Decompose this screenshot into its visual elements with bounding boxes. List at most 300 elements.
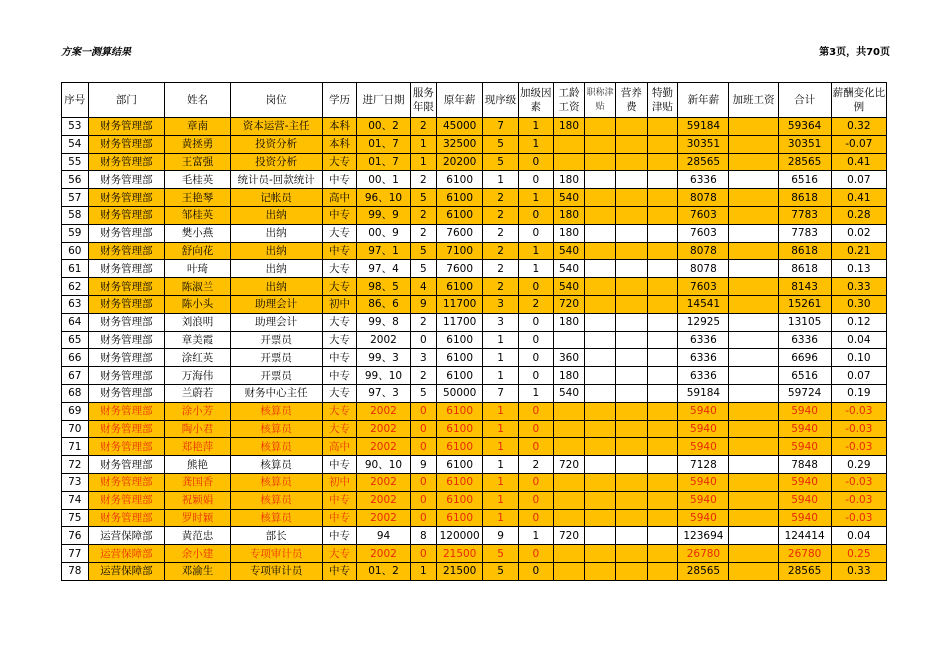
table-cell: 3 [483, 313, 519, 331]
table-cell: 中专 [322, 509, 357, 527]
table-cell: 2002 [357, 420, 410, 438]
table-cell [647, 171, 678, 189]
table-cell: 初中 [322, 295, 357, 313]
table-cell: 0.13 [831, 260, 886, 278]
table-cell: 黄范忠 [165, 527, 230, 545]
table-cell: 61 [62, 260, 89, 278]
table-cell [729, 135, 778, 153]
table-cell [616, 206, 648, 224]
table-body [62, 118, 887, 581]
table-cell: 刘浪明 [165, 313, 230, 331]
table-cell: 1 [483, 349, 519, 367]
table-row [62, 313, 887, 331]
table-cell [616, 260, 648, 278]
table-cell: 5 [483, 562, 519, 580]
table-cell [585, 349, 616, 367]
table-cell: 祝颖娟 [165, 491, 230, 509]
table-cell: 1 [483, 420, 519, 438]
table-cell [616, 118, 648, 136]
table-cell: 20200 [437, 153, 483, 171]
table-cell: 大专 [322, 545, 357, 563]
table-cell: 94 [357, 527, 410, 545]
table-cell: 1 [483, 331, 519, 349]
table-cell: 叶琦 [165, 260, 230, 278]
table-cell: 助理会计 [230, 313, 322, 331]
table-cell: 财务管理部 [88, 491, 165, 509]
table-cell: 5 [483, 135, 519, 153]
table-cell [616, 456, 648, 474]
table-cell: 0 [518, 367, 553, 385]
table-cell [647, 153, 678, 171]
table-cell [616, 153, 648, 171]
table-cell: 5940 [778, 438, 831, 456]
table-cell [585, 118, 616, 136]
table-cell: 540 [553, 384, 585, 402]
table-cell: 7 [483, 118, 519, 136]
table-cell: 樊小燕 [165, 224, 230, 242]
table-cell: 2 [410, 206, 437, 224]
table-cell [729, 402, 778, 420]
table-cell: 6100 [437, 349, 483, 367]
table-cell [729, 384, 778, 402]
table-cell: 0.07 [831, 367, 886, 385]
table-cell: 资本运营-主任 [230, 118, 322, 136]
table-cell: 5 [410, 260, 437, 278]
table-cell: 中专 [322, 349, 357, 367]
table-cell: 540 [553, 260, 585, 278]
table-row [62, 224, 887, 242]
table-cell: 邹桂英 [165, 206, 230, 224]
table-cell: 6336 [678, 367, 729, 385]
table-cell [729, 171, 778, 189]
table-cell: 28565 [678, 153, 729, 171]
table-cell [585, 509, 616, 527]
table-cell: 30351 [778, 135, 831, 153]
table-cell [647, 509, 678, 527]
table-cell: 74 [62, 491, 89, 509]
table-cell: 开票员 [230, 331, 322, 349]
table-cell: 0.04 [831, 527, 886, 545]
table-cell: 1 [410, 135, 437, 153]
table-cell: 2002 [357, 473, 410, 491]
table-cell [729, 206, 778, 224]
table-cell: 财务管理部 [88, 295, 165, 313]
table-cell: 6100 [437, 491, 483, 509]
table-cell: 2 [518, 456, 553, 474]
table-cell [585, 260, 616, 278]
table-cell: 180 [553, 118, 585, 136]
table-cell [585, 473, 616, 491]
table-cell: 7600 [437, 224, 483, 242]
table-cell: 高中 [322, 189, 357, 207]
table-cell: 邓渝生 [165, 562, 230, 580]
table-cell: 0 [518, 491, 553, 509]
table-cell: 0 [518, 562, 553, 580]
table-cell: 1 [483, 367, 519, 385]
table-cell: 6100 [437, 456, 483, 474]
table-cell: 0 [518, 224, 553, 242]
table-cell: 180 [553, 367, 585, 385]
table-cell: 财务管理部 [88, 313, 165, 331]
table-cell: 0 [410, 402, 437, 420]
table-cell: 1 [483, 509, 519, 527]
table-cell: 9 [410, 456, 437, 474]
table-cell: 中专 [322, 206, 357, 224]
table-cell: 大专 [322, 153, 357, 171]
col-header: 序号 [62, 83, 89, 118]
table-cell [585, 545, 616, 563]
table-cell: 64 [62, 313, 89, 331]
table-cell: 熊艳 [165, 456, 230, 474]
table-cell [553, 153, 585, 171]
table-cell: 毛桂英 [165, 171, 230, 189]
table-row [62, 527, 887, 545]
table-cell: 1 [483, 456, 519, 474]
table-cell: 0.28 [831, 206, 886, 224]
table-cell: 0.02 [831, 224, 886, 242]
table-cell: 76 [62, 527, 89, 545]
table-cell: 98、5 [357, 278, 410, 296]
table-cell: 0 [518, 278, 553, 296]
table-cell: 120000 [437, 527, 483, 545]
table-cell: 6100 [437, 473, 483, 491]
table-cell: 7783 [778, 224, 831, 242]
table-cell: 01、2 [357, 562, 410, 580]
table-cell: 86、6 [357, 295, 410, 313]
table-cell [585, 313, 616, 331]
table-cell: 73 [62, 473, 89, 491]
table-cell [729, 562, 778, 580]
table-cell: 50000 [437, 384, 483, 402]
table-cell: 72 [62, 456, 89, 474]
table-cell: 45000 [437, 118, 483, 136]
table-cell: 0 [518, 153, 553, 171]
table-cell: 陈小头 [165, 295, 230, 313]
col-header: 加级因素 [518, 83, 553, 118]
table-row [62, 509, 887, 527]
table-cell: 0.41 [831, 189, 886, 207]
col-header: 营养费 [616, 83, 648, 118]
table-cell: 出纳 [230, 260, 322, 278]
table-cell: 00、2 [357, 118, 410, 136]
table-cell: 财务管理部 [88, 278, 165, 296]
table-cell: 720 [553, 456, 585, 474]
table-cell: 专项审计员 [230, 562, 322, 580]
table-cell: 2 [483, 224, 519, 242]
table-cell: 8078 [678, 242, 729, 260]
table-cell [729, 349, 778, 367]
table-cell: 财务管理部 [88, 206, 165, 224]
table-cell: 财务管理部 [88, 135, 165, 153]
table-row [62, 402, 887, 420]
table-cell: 59 [62, 224, 89, 242]
table-cell [553, 402, 585, 420]
table-cell [729, 295, 778, 313]
table-cell [616, 545, 648, 563]
table-cell: 21500 [437, 545, 483, 563]
table-cell [616, 420, 648, 438]
table-cell: 26780 [778, 545, 831, 563]
table-cell [553, 438, 585, 456]
table-cell [553, 473, 585, 491]
col-header: 岗位 [230, 83, 322, 118]
table-cell: 2 [483, 242, 519, 260]
table-cell [729, 438, 778, 456]
table-cell: 54 [62, 135, 89, 153]
table-cell: 123694 [678, 527, 729, 545]
table-cell: -0.03 [831, 420, 886, 438]
table-cell: 大专 [322, 278, 357, 296]
table-cell: 5940 [778, 402, 831, 420]
table-row [62, 473, 887, 491]
table-cell [647, 260, 678, 278]
table-cell [585, 491, 616, 509]
table-cell: 1 [410, 153, 437, 171]
table-cell [585, 295, 616, 313]
table-cell: 2002 [357, 491, 410, 509]
table-cell: 12925 [678, 313, 729, 331]
table-cell: 67 [62, 367, 89, 385]
table-cell: 99、8 [357, 313, 410, 331]
table-cell: 2 [410, 224, 437, 242]
table-cell: 财务管理部 [88, 367, 165, 385]
col-header: 薪酬变化比例 [831, 83, 886, 118]
table-cell: 6336 [678, 349, 729, 367]
table-cell [585, 331, 616, 349]
table-cell [616, 527, 648, 545]
salary-table [61, 82, 887, 581]
col-header: 现序级 [483, 83, 519, 118]
table-cell [647, 135, 678, 153]
table-cell: 0.30 [831, 295, 886, 313]
table-cell: 涂小芳 [165, 402, 230, 420]
table-cell: 助理会计 [230, 295, 322, 313]
table-cell: 0.07 [831, 171, 886, 189]
table-cell: 龚国香 [165, 473, 230, 491]
table-cell: 核算员 [230, 420, 322, 438]
table-cell [616, 135, 648, 153]
table-cell: 5940 [678, 438, 729, 456]
table-cell: 7848 [778, 456, 831, 474]
table-cell: 60 [62, 242, 89, 260]
table-cell: 财务管理部 [88, 118, 165, 136]
table-row [62, 349, 887, 367]
table-cell [729, 527, 778, 545]
table-row [62, 118, 887, 136]
document-title: 方案一测算结果 [61, 47, 131, 58]
table-cell [616, 438, 648, 456]
table-cell: 黄拯勇 [165, 135, 230, 153]
table-cell: 核算员 [230, 456, 322, 474]
table-cell: 59364 [778, 118, 831, 136]
table-cell: 0 [518, 171, 553, 189]
table-cell: 5940 [678, 473, 729, 491]
table-cell: 王艳琴 [165, 189, 230, 207]
col-header: 合计 [778, 83, 831, 118]
col-header: 服务年限 [410, 83, 437, 118]
table-cell: 财务管理部 [88, 438, 165, 456]
table-cell: 5 [483, 545, 519, 563]
table-cell: 统计员-回款统计 [230, 171, 322, 189]
table-row [62, 331, 887, 349]
table-cell: 97、4 [357, 260, 410, 278]
table-cell: 7128 [678, 456, 729, 474]
table-cell: 2002 [357, 545, 410, 563]
table-cell: 55 [62, 153, 89, 171]
table-cell [553, 545, 585, 563]
table-cell: 9 [483, 527, 519, 545]
table-cell: 中专 [322, 491, 357, 509]
table-cell: 涂红英 [165, 349, 230, 367]
table-cell: 8078 [678, 189, 729, 207]
table-cell [729, 260, 778, 278]
table-cell: 2 [410, 171, 437, 189]
table-cell [729, 420, 778, 438]
table-cell [647, 438, 678, 456]
table-cell: 59724 [778, 384, 831, 402]
table-cell: 0 [518, 331, 553, 349]
table-cell: 7603 [678, 224, 729, 242]
table-cell: 5 [410, 189, 437, 207]
table-header-row [62, 83, 887, 118]
col-header: 学历 [322, 83, 357, 118]
table-cell: 陶小君 [165, 420, 230, 438]
table-cell: 部长 [230, 527, 322, 545]
table-cell [729, 545, 778, 563]
table-row [62, 367, 887, 385]
table-cell: 6516 [778, 367, 831, 385]
table-cell: 1 [518, 118, 553, 136]
table-cell: 运营保障部 [88, 545, 165, 563]
table-cell: 2 [518, 295, 553, 313]
table-cell: -0.03 [831, 491, 886, 509]
table-cell: 1 [518, 384, 553, 402]
table-cell [616, 242, 648, 260]
table-cell: -0.03 [831, 402, 886, 420]
table-cell: 28565 [678, 562, 729, 580]
table-cell: 3 [483, 295, 519, 313]
table-cell: 0 [518, 402, 553, 420]
table-cell: 0 [518, 420, 553, 438]
table-cell: 0 [518, 509, 553, 527]
table-cell: 0 [518, 206, 553, 224]
table-cell: 5 [410, 242, 437, 260]
table-cell: 28565 [778, 153, 831, 171]
table-cell [647, 118, 678, 136]
table-cell: -0.03 [831, 473, 886, 491]
table-cell [585, 242, 616, 260]
table-cell [729, 278, 778, 296]
table-cell: 中专 [322, 242, 357, 260]
table-cell: 99、9 [357, 206, 410, 224]
table-cell: 6696 [778, 349, 831, 367]
table-cell: 99、10 [357, 367, 410, 385]
table-cell: 720 [553, 295, 585, 313]
table-cell [729, 456, 778, 474]
table-cell [729, 331, 778, 349]
table-cell: 2 [410, 118, 437, 136]
table-cell: 180 [553, 171, 585, 189]
table-cell: 万海伟 [165, 367, 230, 385]
table-cell: 2 [483, 260, 519, 278]
table-cell: 2002 [357, 438, 410, 456]
table-cell [729, 189, 778, 207]
table-cell [647, 384, 678, 402]
table-cell: 财务管理部 [88, 331, 165, 349]
table-cell: 65 [62, 331, 89, 349]
table-row [62, 491, 887, 509]
table-cell: 32500 [437, 135, 483, 153]
table-cell: 核算员 [230, 491, 322, 509]
table-row [62, 171, 887, 189]
table-cell: 1 [483, 402, 519, 420]
table-cell: 王富强 [165, 153, 230, 171]
table-cell [647, 224, 678, 242]
table-row [62, 153, 887, 171]
table-cell: 11700 [437, 313, 483, 331]
table-row [62, 456, 887, 474]
table-cell: 71 [62, 438, 89, 456]
table-cell: 4 [410, 278, 437, 296]
table-row [62, 545, 887, 563]
table-cell [729, 118, 778, 136]
table-cell [616, 295, 648, 313]
table-cell: 财务中心主任 [230, 384, 322, 402]
table-cell [616, 402, 648, 420]
table-cell: 0.33 [831, 562, 886, 580]
table-cell: 大专 [322, 313, 357, 331]
table-cell [585, 420, 616, 438]
table-cell [647, 206, 678, 224]
page-info: 第3页，共70页 [819, 47, 890, 58]
table-cell: 0 [518, 349, 553, 367]
table-cell: 21500 [437, 562, 483, 580]
table-cell: 0 [410, 491, 437, 509]
table-cell: 2 [410, 313, 437, 331]
table-cell: 0 [518, 313, 553, 331]
table-cell: -0.07 [831, 135, 886, 153]
table-cell: 6100 [437, 278, 483, 296]
table-cell: 63 [62, 295, 89, 313]
table-cell: 财务管理部 [88, 420, 165, 438]
table-cell: 中专 [322, 562, 357, 580]
table-cell: 01、7 [357, 153, 410, 171]
table-cell: 郑艳萍 [165, 438, 230, 456]
table-cell: 8618 [778, 242, 831, 260]
table-cell [616, 367, 648, 385]
table-cell: 1 [518, 527, 553, 545]
table-cell: 75 [62, 509, 89, 527]
table-cell: 0 [410, 473, 437, 491]
table-cell [647, 420, 678, 438]
table-cell: 舒向花 [165, 242, 230, 260]
table-cell: 8 [410, 527, 437, 545]
table-cell [647, 331, 678, 349]
table-cell: 5 [483, 153, 519, 171]
table-cell: 2002 [357, 509, 410, 527]
table-cell: 180 [553, 224, 585, 242]
table-cell [616, 224, 648, 242]
table-cell: 本科 [322, 118, 357, 136]
table-cell: 5940 [778, 509, 831, 527]
table-row [62, 420, 887, 438]
table-cell [553, 509, 585, 527]
table-cell: 运营保障部 [88, 527, 165, 545]
table-cell [647, 473, 678, 491]
table-cell: 180 [553, 313, 585, 331]
table-cell: 1 [518, 189, 553, 207]
table-cell: 7100 [437, 242, 483, 260]
